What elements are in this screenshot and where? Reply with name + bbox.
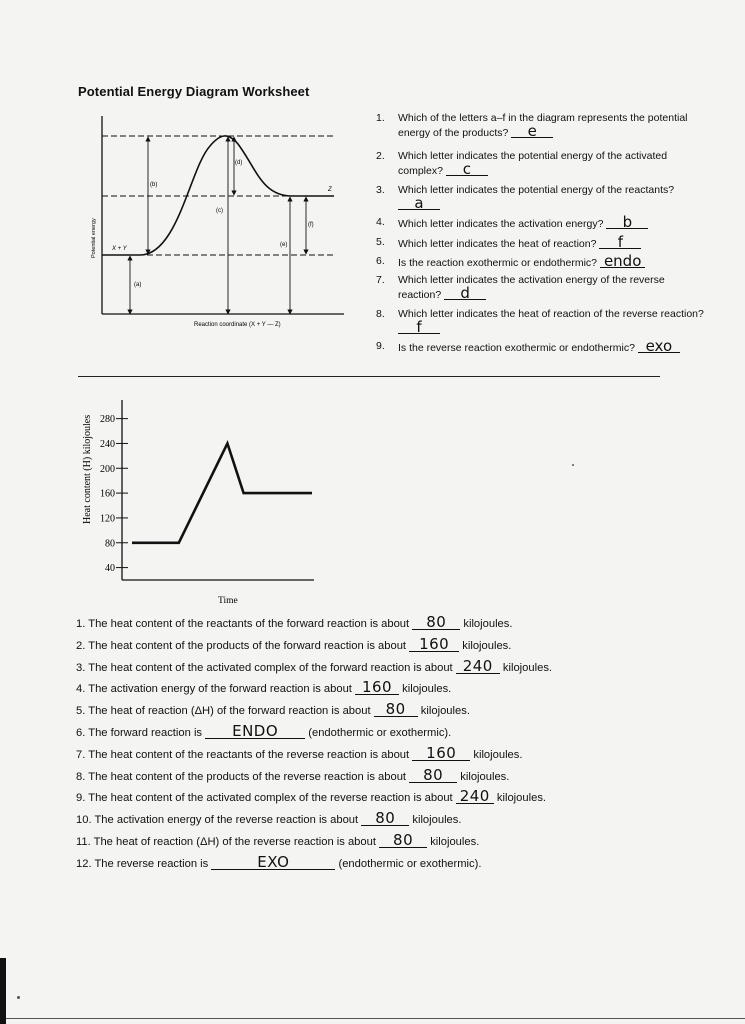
question-number: 7. (376, 274, 385, 286)
answer-field[interactable]: 240 (456, 659, 500, 674)
scan-edge-bar (0, 958, 6, 1024)
statement-suffix: kilojoules. (462, 639, 512, 652)
answer-field[interactable]: ENDO (205, 724, 305, 739)
question-text: Which letter indicates the heat of reaction? (398, 238, 597, 250)
answer-field[interactable]: d (444, 287, 486, 300)
pe-label-d: (d) (235, 160, 243, 166)
statement-item (76, 701, 696, 723)
statement-item (76, 636, 696, 658)
statement-suffix: kilojoules. (412, 814, 462, 827)
question-text: Which letter indicates the heat of reaction of the reverse reaction? (398, 308, 704, 320)
statement-text: 7. The heat content of the reactants of the reverse reaction is about (76, 748, 410, 761)
statement-item (76, 679, 696, 701)
answer-field[interactable]: endo (600, 255, 645, 268)
answer-field[interactable]: 80 (409, 768, 457, 783)
statement-item (76, 614, 696, 636)
heat-statements (76, 614, 696, 876)
question-item (376, 233, 706, 255)
heat-y-tick-label: 120 (100, 513, 115, 525)
statement-text: 11. The heat of reaction (ΔH) of the reverse reaction is about (76, 835, 376, 848)
statement-text: 10. The activation energy of the reverse reaction is about (76, 814, 359, 827)
answer-field[interactable]: EXO (211, 855, 335, 870)
statement-text: 3. The heat content of the activated complex of the forward reaction is about (76, 661, 453, 674)
scan-bottom-line (6, 1018, 745, 1019)
heat-y-tick-label: 280 (100, 414, 115, 426)
question-text: Which letter indicates the potential energy of the activated complex? (398, 150, 668, 177)
statement-item (76, 745, 696, 767)
question-item (376, 308, 706, 340)
pe-y-label: Potential energy (91, 218, 97, 258)
statement-suffix: (endothermic or exothermic). (338, 857, 482, 870)
pe-label-b: (b) (150, 182, 158, 188)
statement-item (76, 658, 696, 680)
answer-field[interactable]: a (398, 197, 440, 210)
statement-suffix: kilojoules. (473, 748, 523, 761)
statement-item (76, 832, 696, 854)
answer-field[interactable]: 160 (355, 680, 399, 695)
question-number: 2. (376, 150, 385, 162)
answer-field[interactable]: 160 (409, 637, 459, 652)
statement-text: 6. The forward reaction is (76, 726, 203, 739)
question-number: 5. (376, 236, 385, 248)
statement-suffix: kilojoules. (402, 683, 452, 696)
pe-label-z: Z (328, 187, 332, 193)
answer-field[interactable]: 80 (361, 811, 409, 826)
pe-label-e: (e) (280, 242, 288, 248)
pe-x-label: Reaction coordinate (X + Y — Z) (194, 322, 281, 328)
question-item (376, 150, 706, 184)
question-item (376, 252, 706, 274)
heat-y-tick-label: 40 (105, 563, 115, 575)
question-text: Is the reverse reaction exothermic or endothermic? (398, 342, 635, 354)
statement-text: 2. The heat content of the products of the forward reaction is about (76, 639, 407, 652)
potential-energy-diagram (78, 108, 358, 338)
statement-text: 1. The heat content of the reactants of the forward reaction is about (76, 618, 410, 630)
question-text: Is the reaction exothermic or endothermic? (398, 257, 598, 269)
answer-field[interactable]: f (398, 321, 440, 334)
statement-text: 4. The activation energy of the forward reaction is about (76, 683, 352, 696)
statement-suffix: kilojoules. (496, 792, 547, 805)
statement-item (76, 723, 696, 745)
answer-field[interactable]: f (599, 236, 641, 249)
pe-label-xy: X + Y (112, 246, 127, 252)
question-item (376, 213, 706, 236)
question-item (376, 274, 706, 308)
statement-item (76, 767, 696, 789)
statement-suffix: kilojoules. (460, 770, 510, 783)
heat-y-tick-label: 200 (100, 463, 115, 475)
answer-field[interactable]: 80 (374, 702, 418, 717)
heat-series-line (132, 443, 312, 542)
answer-field[interactable]: c (446, 163, 488, 176)
statement-text: 5. The heat of reaction (ΔH) of the forward reaction is about (76, 705, 371, 718)
statement-suffix: kilojoules. (463, 618, 513, 630)
statement-text: 12. The reverse reaction is (76, 857, 209, 870)
pe-questions (376, 112, 706, 360)
question-number: 4. (376, 216, 385, 228)
question-number: 6. (376, 255, 385, 267)
question-item (376, 184, 706, 216)
statement-suffix: (endothermic or exothermic). (308, 726, 452, 739)
heat-content-chart (76, 390, 336, 610)
heat-y-tick-label: 80 (105, 538, 115, 550)
question-item (376, 112, 706, 150)
heat-y-tick-label: 160 (100, 488, 115, 500)
question-text: Which letter indicates the potential energy of the reactants? (398, 184, 675, 196)
question-text: Which of the letters a–f in the diagram represents the potential energy of the products? (398, 112, 688, 139)
pe-label-c: (c) (216, 208, 223, 214)
question-text: Which letter indicates the activation energy? (398, 218, 604, 230)
pe-label-f: (f) (308, 222, 314, 228)
scan-speck (572, 464, 574, 466)
question-item (376, 337, 706, 360)
pe-curve (102, 136, 334, 255)
question-number: 8. (376, 308, 385, 320)
answer-field[interactable]: exo (638, 340, 680, 353)
scan-speck (17, 996, 20, 999)
answer-field[interactable]: 80 (412, 615, 460, 630)
question-number: 1. (376, 112, 385, 124)
statement-text: 8. The heat content of the products of the reverse reaction is about (76, 770, 407, 783)
question-number: 9. (376, 340, 385, 352)
heat-x-label: Time (218, 596, 238, 606)
question-number: 3. (376, 184, 385, 196)
statement-item (76, 854, 696, 876)
statement-suffix: kilojoules. (502, 661, 553, 674)
statement-suffix: kilojoules. (430, 835, 480, 848)
statement-suffix: kilojoules. (420, 705, 470, 718)
answer-field[interactable]: e (511, 125, 553, 138)
heat-y-tick-label: 240 (100, 438, 115, 450)
worksheet-title: Potential Energy Diagram Worksheet (78, 84, 310, 99)
heat-y-label: Heat content (H) kilojoules (82, 414, 93, 524)
answer-field[interactable]: 160 (412, 746, 470, 761)
answer-field[interactable]: 240 (456, 789, 494, 804)
section-divider (78, 376, 660, 377)
statement-item (76, 788, 696, 810)
question-text: Which letter indicates the activation energy of the reverse reaction? (398, 274, 665, 301)
pe-label-a: (a) (134, 282, 142, 288)
answer-field[interactable]: b (606, 216, 648, 229)
statement-text: 9. The heat content of the activated complex of the reverse reaction is about (76, 792, 453, 805)
statement-item (76, 810, 696, 832)
answer-field[interactable]: 80 (379, 833, 427, 848)
